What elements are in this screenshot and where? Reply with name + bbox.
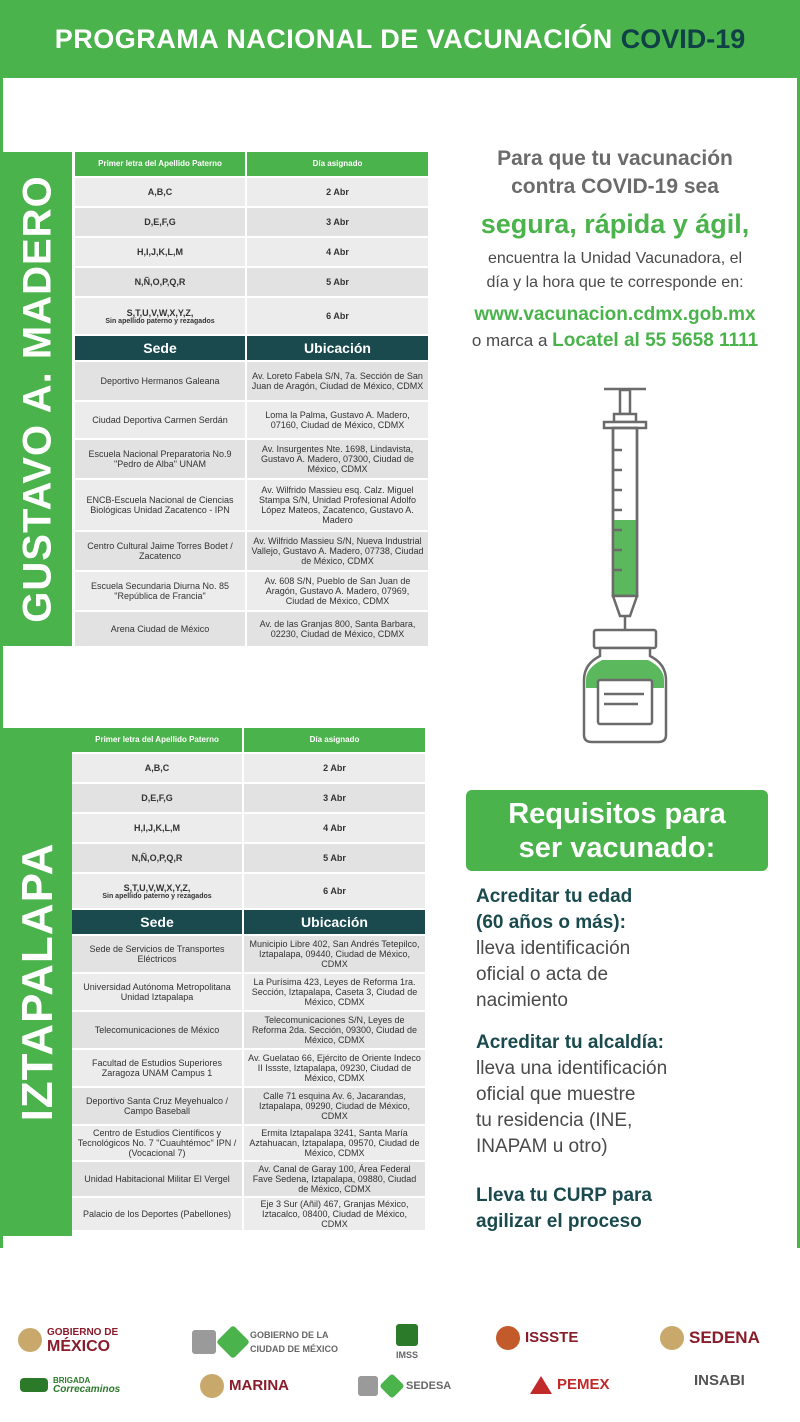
izt-day-row: [72, 814, 425, 844]
izt-letters-sub: Sin apellido paterno y rezagados: [102, 892, 212, 900]
logo-gobierno-mexico: [18, 1326, 118, 1354]
gam-sede-name: Deportivo Hermanos Galeana: [100, 376, 220, 386]
header-bar: [0, 0, 800, 78]
izt-sede-row: [72, 1088, 425, 1126]
izt-sede-header: [72, 910, 425, 936]
izt-sede-addr: Municipio Libre 402, San Andrés Tetepilco, Iztapalapa, 09440, Ciudad de México, CDMX: [242, 936, 425, 972]
izt-sede-name: Unidad Habitacional Militar El Vergel: [84, 1174, 230, 1184]
izt-sede-name: Facultad de Estudios Superiores Zaragoza UNAM Campus 1: [91, 1058, 223, 1078]
gam-letters: N,Ñ,O,P,Q,R: [134, 277, 186, 287]
izt-sede-addr: La Purísima 423, Leyes de Reforma 1ra. Sección, Iztapalapa, Caseta 3, Ciudad de México, CDMX: [242, 974, 425, 1010]
vial-icon: [584, 630, 666, 742]
izt-sede-row: [72, 936, 425, 974]
gam-letters-sub: Sin apellido paterno y rezagados: [105, 317, 215, 325]
izt-col-day: Día asignado: [242, 728, 425, 752]
gam-sede-addr: Av. Wilfrido Massieu esq. Calz. Miguel Stampa S/N, Unidad Profesional Adolfo López Mateos, Zacatenco, Gustavo A. Madero: [245, 480, 428, 530]
izt-letters: N,Ñ,O,P,Q,R: [131, 853, 183, 863]
izt-sede-addr: Av. Guelatao 66, Ejército de Oriente Indeco II Issste, Iztapalapa, 09230, Ciudad de México, CDMX: [242, 1050, 425, 1086]
logo-gob-line2: MÉXICO: [47, 1338, 111, 1355]
gam-sede-name: Centro Cultural Jaime Torres Bodet / Zacatenco: [87, 541, 233, 561]
izt-day-row: [72, 784, 425, 814]
izt-col-letter: Primer letra del Apellido Paterno: [72, 728, 242, 752]
gam-day-row: [75, 268, 428, 298]
izt-day: 4 Abr: [242, 814, 425, 842]
side-label-izt-text: IZTAPALAPA: [12, 842, 62, 1122]
logo-gob-line1: GOBIERNO DE: [47, 1327, 119, 1338]
req2-body1: lleva una identificación: [476, 1058, 668, 1079]
gam-sede-row: [75, 532, 428, 572]
req1-body3: nacimiento: [476, 990, 568, 1011]
info-locatel-line: [440, 330, 790, 352]
info-line1: Para que tu vacunación: [497, 147, 733, 170]
izt-sede-name: Sede de Servicios de Transportes Eléctricos: [89, 944, 225, 964]
logo-gobierno-text: [47, 1326, 118, 1354]
req3-heading1: Lleva tu CURP para: [476, 1185, 652, 1206]
izt-sede-addr: Av. Canal de Garay 100, Área Federal Fave Sedena, Iztapalapa, 09880, Ciudad de México, CDMX: [242, 1162, 425, 1196]
gam-sede-name: Escuela Nacional Preparatoria No.9 "Pedro de Alba" UNAM: [88, 449, 232, 469]
izt-letters: D,E,F,G: [141, 793, 173, 803]
izt-sede-row: [72, 1050, 425, 1088]
gam-col-letter: Primer letra del Apellido Paterno: [75, 152, 245, 176]
gam-sede-addr: Av. Loreto Fabela S/N, 7a. Sección de San Juan de Aragón, Ciudad de México, CDMX: [245, 362, 428, 400]
sedena-seal-icon: [660, 1326, 684, 1350]
gam-sede-name: Arena Ciudad de México: [110, 624, 210, 634]
gam-table: [75, 152, 428, 648]
logo-insabi-text: INSABI: [694, 1372, 745, 1389]
requisito-alcaldia: [476, 1030, 776, 1160]
requisito-edad: [476, 884, 776, 1014]
gam-col-ubicacion: Ubicación: [245, 336, 428, 360]
gam-sede-header: [75, 336, 428, 362]
requisitos-title2: ser vacunado:: [518, 831, 716, 864]
req2-body3: tu residencia (INE,: [476, 1110, 633, 1131]
izt-day-row: [72, 844, 425, 874]
gam-sede-addr: Loma la Palma, Gustavo A. Madero, 07160, Ciudad de México, CDMX: [245, 402, 428, 438]
logo-sedesa: [358, 1376, 451, 1396]
logo-imss: [396, 1324, 418, 1362]
gam-col-day: Día asignado: [245, 152, 428, 176]
izt-day-header: [72, 728, 425, 754]
logo-marina: [200, 1374, 289, 1398]
side-label-gam-text: GUSTAVO A. MADERO: [15, 175, 59, 623]
izt-table: [72, 728, 425, 1232]
logo-pemex-text: PEMEX: [557, 1376, 610, 1393]
izt-sede-row: [72, 1012, 425, 1050]
gam-day-row: [75, 208, 428, 238]
cdmx-flower-icon: [216, 1325, 250, 1359]
info-highlight: segura, rápida y ágil,: [480, 209, 750, 239]
cdmx-shield-icon: [192, 1330, 216, 1354]
syringe-vial-illustration: [560, 380, 690, 750]
gam-day-row: [75, 178, 428, 208]
gam-day-header: [75, 152, 428, 178]
gam-letters: H,I,J,K,L,M: [136, 247, 183, 257]
gam-day: 5 Abr: [245, 268, 428, 296]
logo-imss-text: IMSS: [396, 1350, 419, 1360]
gam-sede-addr: Av. Insurgentes Nte. 1698, Lindavista, Gustavo A. Madero, 07300, Ciudad de México, CDMX: [245, 440, 428, 478]
imss-eagle-icon: [396, 1324, 418, 1346]
izt-sede-addr: Telecomunicaciones S/N, Leyes de Reforma 2da. Sección, 09300, Ciudad de México, CDMX: [242, 1012, 425, 1048]
req1-body1: lleva identificación: [476, 938, 631, 959]
info-or-text: o marca a: [471, 331, 548, 350]
gam-sede-addr: Av. de las Granjas 800, Santa Barbara, 02230, Ciudad de México, CDMX: [245, 612, 428, 646]
logos-footer: [0, 1300, 800, 1422]
izt-day: 6 Abr: [242, 874, 425, 908]
requisito-curp: [476, 1183, 776, 1235]
gam-day: 3 Abr: [245, 208, 428, 236]
gobierno-seal-icon: [18, 1328, 42, 1352]
sedesa-shield-icon: [358, 1376, 378, 1396]
izt-sede-addr: Calle 71 esquina Av. 6, Jacarandas, Iztapalapa, 09290, Ciudad de México, CDMX: [242, 1088, 425, 1124]
info-locatel: Locatel al 55 5658 1111: [552, 330, 759, 351]
izt-col-sede: Sede: [72, 910, 242, 934]
izt-letters-cell: [72, 874, 242, 908]
requisitos-title1: Requisitos para: [508, 797, 726, 830]
logo-cdmx-line2: CIUDAD DE MÉXICO: [250, 1344, 339, 1354]
izt-day: 2 Abr: [242, 754, 425, 782]
izt-sede-row: [72, 974, 425, 1012]
req2-body4: INAPAM u otro): [476, 1136, 608, 1157]
izt-day-row: [72, 754, 425, 784]
logo-cdmx-line1: GOBIERNO DE LA: [250, 1330, 329, 1340]
info-url[interactable]: www.vacunacion.cdmx.gob.mx: [474, 304, 756, 325]
izt-letters: A,B,C: [144, 763, 170, 773]
gam-day: 6 Abr: [245, 298, 428, 334]
req2-body2: oficial que muestre: [476, 1084, 636, 1105]
side-label-izt: [3, 728, 72, 1236]
logo-pemex: [530, 1376, 610, 1394]
izt-sede-row: [72, 1198, 425, 1232]
izt-sede-row: [72, 1162, 425, 1198]
req1-heading1: Acreditar tu edad: [476, 886, 633, 907]
logo-brigada-line2: Correcaminos: [53, 1384, 121, 1395]
izt-sede-name: Universidad Autónoma Metropolitana Unidad Iztapalapa: [83, 982, 231, 1002]
gam-col-sede: Sede: [75, 336, 245, 360]
req3-heading2: agilizar el proceso: [476, 1211, 642, 1232]
info-body2: día y la hora que te corresponde en:: [486, 274, 744, 291]
header-title-accent: COVID-19: [620, 23, 746, 54]
gam-letters: S,T,U,V,W,X,Y,Z,: [126, 307, 194, 318]
header-title: PROGRAMA NACIONAL DE VACUNACIÓN: [54, 23, 613, 54]
izt-day: 5 Abr: [242, 844, 425, 872]
gam-sede-row: [75, 480, 428, 532]
izt-sede-name: Telecomunicaciones de México: [94, 1025, 220, 1035]
requisitos-title-box: [466, 790, 768, 871]
logo-cdmx-text: [250, 1328, 338, 1356]
logo-insabi: [694, 1374, 745, 1388]
gam-letters-cell: [75, 298, 245, 334]
logo-sedesa-text: SEDESA: [406, 1380, 452, 1392]
gam-sede-addr: Av. Wilfrido Massieu S/N, Nueva Industrial Vallejo, Gustavo A. Madero, 07738, Ciudad de México, CDMX: [245, 532, 428, 570]
logo-brigada-line1: BRIGADA: [53, 1376, 91, 1385]
side-label-gam: [3, 152, 72, 646]
info-body1: encuentra la Unidad Vacunadora, el: [487, 250, 743, 267]
izt-letters: H,I,J,K,L,M: [133, 823, 180, 833]
izt-day-row: [72, 874, 425, 910]
gam-day: 2 Abr: [245, 178, 428, 206]
gam-sede-addr: Av. 608 S/N, Pueblo de San Juan de Aragón, Gustavo A. Madero, 07969, Ciudad de México, CDMX: [245, 572, 428, 610]
syringe-icon: [604, 389, 646, 642]
gam-sede-row: [75, 362, 428, 402]
gam-sede-row: [75, 402, 428, 440]
req2-heading: Acreditar tu alcaldía:: [476, 1032, 664, 1053]
gam-sede-name: ENCB-Escuela Nacional de Ciencias Biológicas Unidad Zacatenco - IPN: [86, 495, 234, 515]
gam-sede-row: [75, 612, 428, 648]
izt-sede-name: Centro de Estudios Científicos y Tecnológicos No. 7 "Cuauhtémoc" IPN / (Vocacional 7): [77, 1128, 237, 1158]
izt-letters: S,T,U,V,W,X,Y,Z,: [123, 882, 191, 893]
logo-cdmx: [192, 1328, 338, 1356]
izt-sede-addr: Eje 3 Sur (Añil) 467, Granjas México, Iztacalco, 08400, Ciudad de México, CDMX: [242, 1198, 425, 1230]
gam-sede-name: Ciudad Deportiva Carmen Serdán: [92, 415, 228, 425]
izt-sede-name: Palacio de los Deportes (Pabellones): [82, 1209, 232, 1219]
gam-sede-row: [75, 572, 428, 612]
logo-issste: [496, 1326, 578, 1350]
logo-sedena: [660, 1326, 760, 1350]
req1-body2: oficial o acta de: [476, 964, 609, 985]
izt-sede-row: [72, 1126, 425, 1162]
izt-sede-name: Deportivo Santa Cruz Meyehualco / Campo Baseball: [85, 1096, 229, 1116]
izt-col-ubicacion: Ubicación: [242, 910, 425, 934]
marina-seal-icon: [200, 1374, 224, 1398]
pemex-eagle-icon: [530, 1376, 552, 1394]
issste-icon: [496, 1326, 520, 1350]
logo-brigada: [20, 1376, 120, 1394]
req1-heading2: (60 años o más):: [476, 912, 626, 933]
logo-sedena-text: SEDENA: [689, 1328, 760, 1347]
gam-letters: A,B,C: [147, 187, 173, 197]
logo-brigada-text: [53, 1376, 120, 1394]
logo-marina-text: MARINA: [229, 1377, 289, 1394]
gam-letters: D,E,F,G: [144, 217, 176, 227]
gam-day: 4 Abr: [245, 238, 428, 266]
sedesa-flower-icon: [379, 1373, 404, 1398]
gam-day-row: [75, 298, 428, 336]
info-line2: contra COVID-19 sea: [511, 175, 719, 198]
info-block: [440, 145, 790, 352]
correcaminos-bird-icon: [20, 1378, 48, 1392]
izt-sede-addr: Ermita Iztapalapa 3241, Santa María Aztahuacan, Iztapalapa, 09570, Ciudad de México, CDMX: [242, 1126, 425, 1160]
logo-issste-text: ISSSTE: [525, 1329, 579, 1346]
gam-sede-row: [75, 440, 428, 480]
izt-day: 3 Abr: [242, 784, 425, 812]
gam-sede-name: Escuela Secundaria Diurna No. 85 "República de Francia": [90, 581, 230, 601]
gam-day-row: [75, 238, 428, 268]
